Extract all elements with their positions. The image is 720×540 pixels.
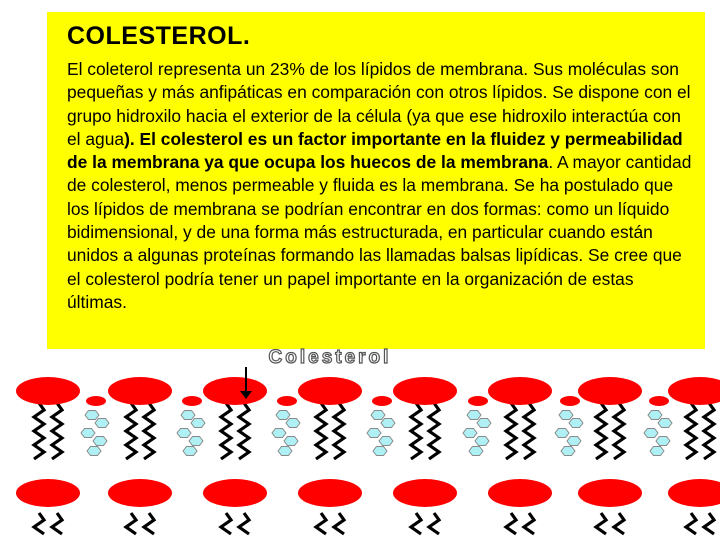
cholesterol-head: [372, 396, 392, 406]
cholesterol-head: [560, 396, 580, 406]
cholesterol-ring: [276, 411, 290, 420]
lipid-tail: [126, 403, 136, 459]
cholesterol-ring: [650, 447, 664, 456]
cholesterol-ring: [656, 437, 670, 446]
lipid-tail: [316, 513, 326, 534]
lipid-tail: [411, 403, 421, 459]
cholesterol-ring: [93, 437, 107, 446]
cholesterol-ring: [381, 419, 395, 428]
lipid-tail: [411, 513, 421, 534]
paragraph-segment: .: [122, 291, 127, 312]
cholesterol-molecules: [81, 411, 672, 456]
cholesterol-ring: [379, 437, 393, 446]
cholesterol-ring: [191, 419, 205, 428]
cholesterol-ring: [559, 411, 573, 420]
cholesterol-ring: [87, 447, 101, 456]
paragraph-segment: . A mayor cantidad de colesterol, menos permeable y fluida es la membrana. Se ha postulado que los lípidos de membrana se podrían encontrar en dos formas: como un líquido bidimensional, y de una forma más estructurada, en particular cuando están unidos a algunas proteínas formando las llamadas balsas lipídicas. Se cree que el colesterol podría tener un papel importante en la organización de estas últimas: [67, 152, 692, 312]
lipid-tail: [239, 403, 249, 459]
phospholipid-head-bottom: [393, 479, 457, 507]
cholesterol-ring: [81, 429, 95, 438]
lipid-tail: [52, 403, 62, 459]
cholesterol-ring: [286, 419, 300, 428]
cholesterol-ring: [272, 429, 286, 438]
cholesterol-ring: [475, 437, 489, 446]
phospholipid-head-top: [668, 377, 720, 405]
phospholipid-head-bottom: [578, 479, 642, 507]
cholesterol-head: [182, 396, 202, 406]
slide-title: COLESTEROL.: [67, 22, 251, 50]
phospholipid-head-top: [488, 377, 552, 405]
cholesterol-ring: [367, 429, 381, 438]
lipid-tail: [704, 403, 714, 459]
lipid-tail: [334, 403, 344, 459]
cholesterol-head: [86, 396, 106, 406]
cholesterol-ring: [463, 429, 477, 438]
lipid-tail: [429, 513, 439, 534]
lipid-tail: [524, 513, 534, 534]
phospholipid-head-top: [298, 377, 362, 405]
phospholipid-head-top: [578, 377, 642, 405]
cholesterol-ring: [183, 447, 197, 456]
lipid-tail: [614, 513, 624, 534]
lipid-tail: [686, 403, 696, 459]
lipid-tail: [704, 513, 714, 534]
cholesterol-ring: [477, 419, 491, 428]
lipid-tails: [34, 403, 714, 534]
cholesterol-ring: [644, 429, 658, 438]
lipid-tail: [144, 513, 154, 534]
phospholipid-head-top: [108, 377, 172, 405]
text-panel: [47, 12, 705, 349]
lipid-tail: [126, 513, 136, 534]
lipid-tail: [596, 513, 606, 534]
paragraph-segment: El coleterol representa un 23% de los lípidos de membrana. Sus moléculas son pequeñas y más anfipáticas en comparación con otros lípidos. Se dispone con el grupo hidroxilo hacia el exterior de la célula (ya que ese hidroxilo interactúa con el agua: [67, 59, 691, 149]
lipid-tail: [596, 403, 606, 459]
phospholipid-head-bottom: [668, 479, 720, 507]
body-paragraph: [67, 58, 695, 314]
cholesterol-ring: [284, 437, 298, 446]
cholesterol-ring: [658, 419, 672, 428]
phospholipid-head-bottom: [16, 479, 80, 507]
cholesterol-ring: [569, 419, 583, 428]
lipid-tail: [34, 403, 44, 459]
lipid-tail: [221, 513, 231, 534]
cholesterol-ring: [648, 411, 662, 420]
phospholipid-head-bottom: [108, 479, 172, 507]
lipid-tail: [221, 403, 231, 459]
phospholipid-head-bottom: [488, 479, 552, 507]
lipid-tail: [614, 403, 624, 459]
lipid-tail: [686, 513, 696, 534]
lipid-tail: [334, 513, 344, 534]
phospholipid-head-top: [393, 377, 457, 405]
phospholipid-head-top: [16, 377, 80, 405]
lipid-tail: [506, 403, 516, 459]
phospholipid-head-bottom: [298, 479, 362, 507]
lipid-tail: [316, 403, 326, 459]
lipid-tail: [429, 403, 439, 459]
cholesterol-ring: [95, 419, 109, 428]
cholesterol-ring: [371, 411, 385, 420]
cholesterol-head: [277, 396, 297, 406]
lipid-tail: [52, 513, 62, 534]
cholesterol-head: [649, 396, 669, 406]
cholesterol-label: Colesterol: [268, 347, 392, 368]
cholesterol-head: [468, 396, 488, 406]
cholesterol-ring: [85, 411, 99, 420]
lipid-tail: [524, 403, 534, 459]
cholesterol-ring: [278, 447, 292, 456]
lipid-tail: [34, 513, 44, 534]
phospholipid-heads: [16, 377, 720, 507]
cholesterol-ring: [181, 411, 195, 420]
cholesterol-ring: [469, 447, 483, 456]
phospholipid-head-bottom: [203, 479, 267, 507]
phospholipid-head-top: [203, 377, 267, 405]
lipid-tail: [144, 403, 154, 459]
cholesterol-ring: [189, 437, 203, 446]
cholesterol-ring: [467, 411, 481, 420]
lipid-tail: [239, 513, 249, 534]
cholesterol-ring: [561, 447, 575, 456]
cholesterol-ring: [567, 437, 581, 446]
cholesterol-ring: [555, 429, 569, 438]
lipid-tail: [506, 513, 516, 534]
cholesterol-ring: [177, 429, 191, 438]
membrane-diagram: [0, 345, 720, 540]
cholesterol-ring: [373, 447, 387, 456]
paragraph-segment-bold: ). El colesterol es un factor importante en la fluidez y permeabilidad de la membrana ya que ocupa los huecos de la membrana: [67, 128, 683, 173]
